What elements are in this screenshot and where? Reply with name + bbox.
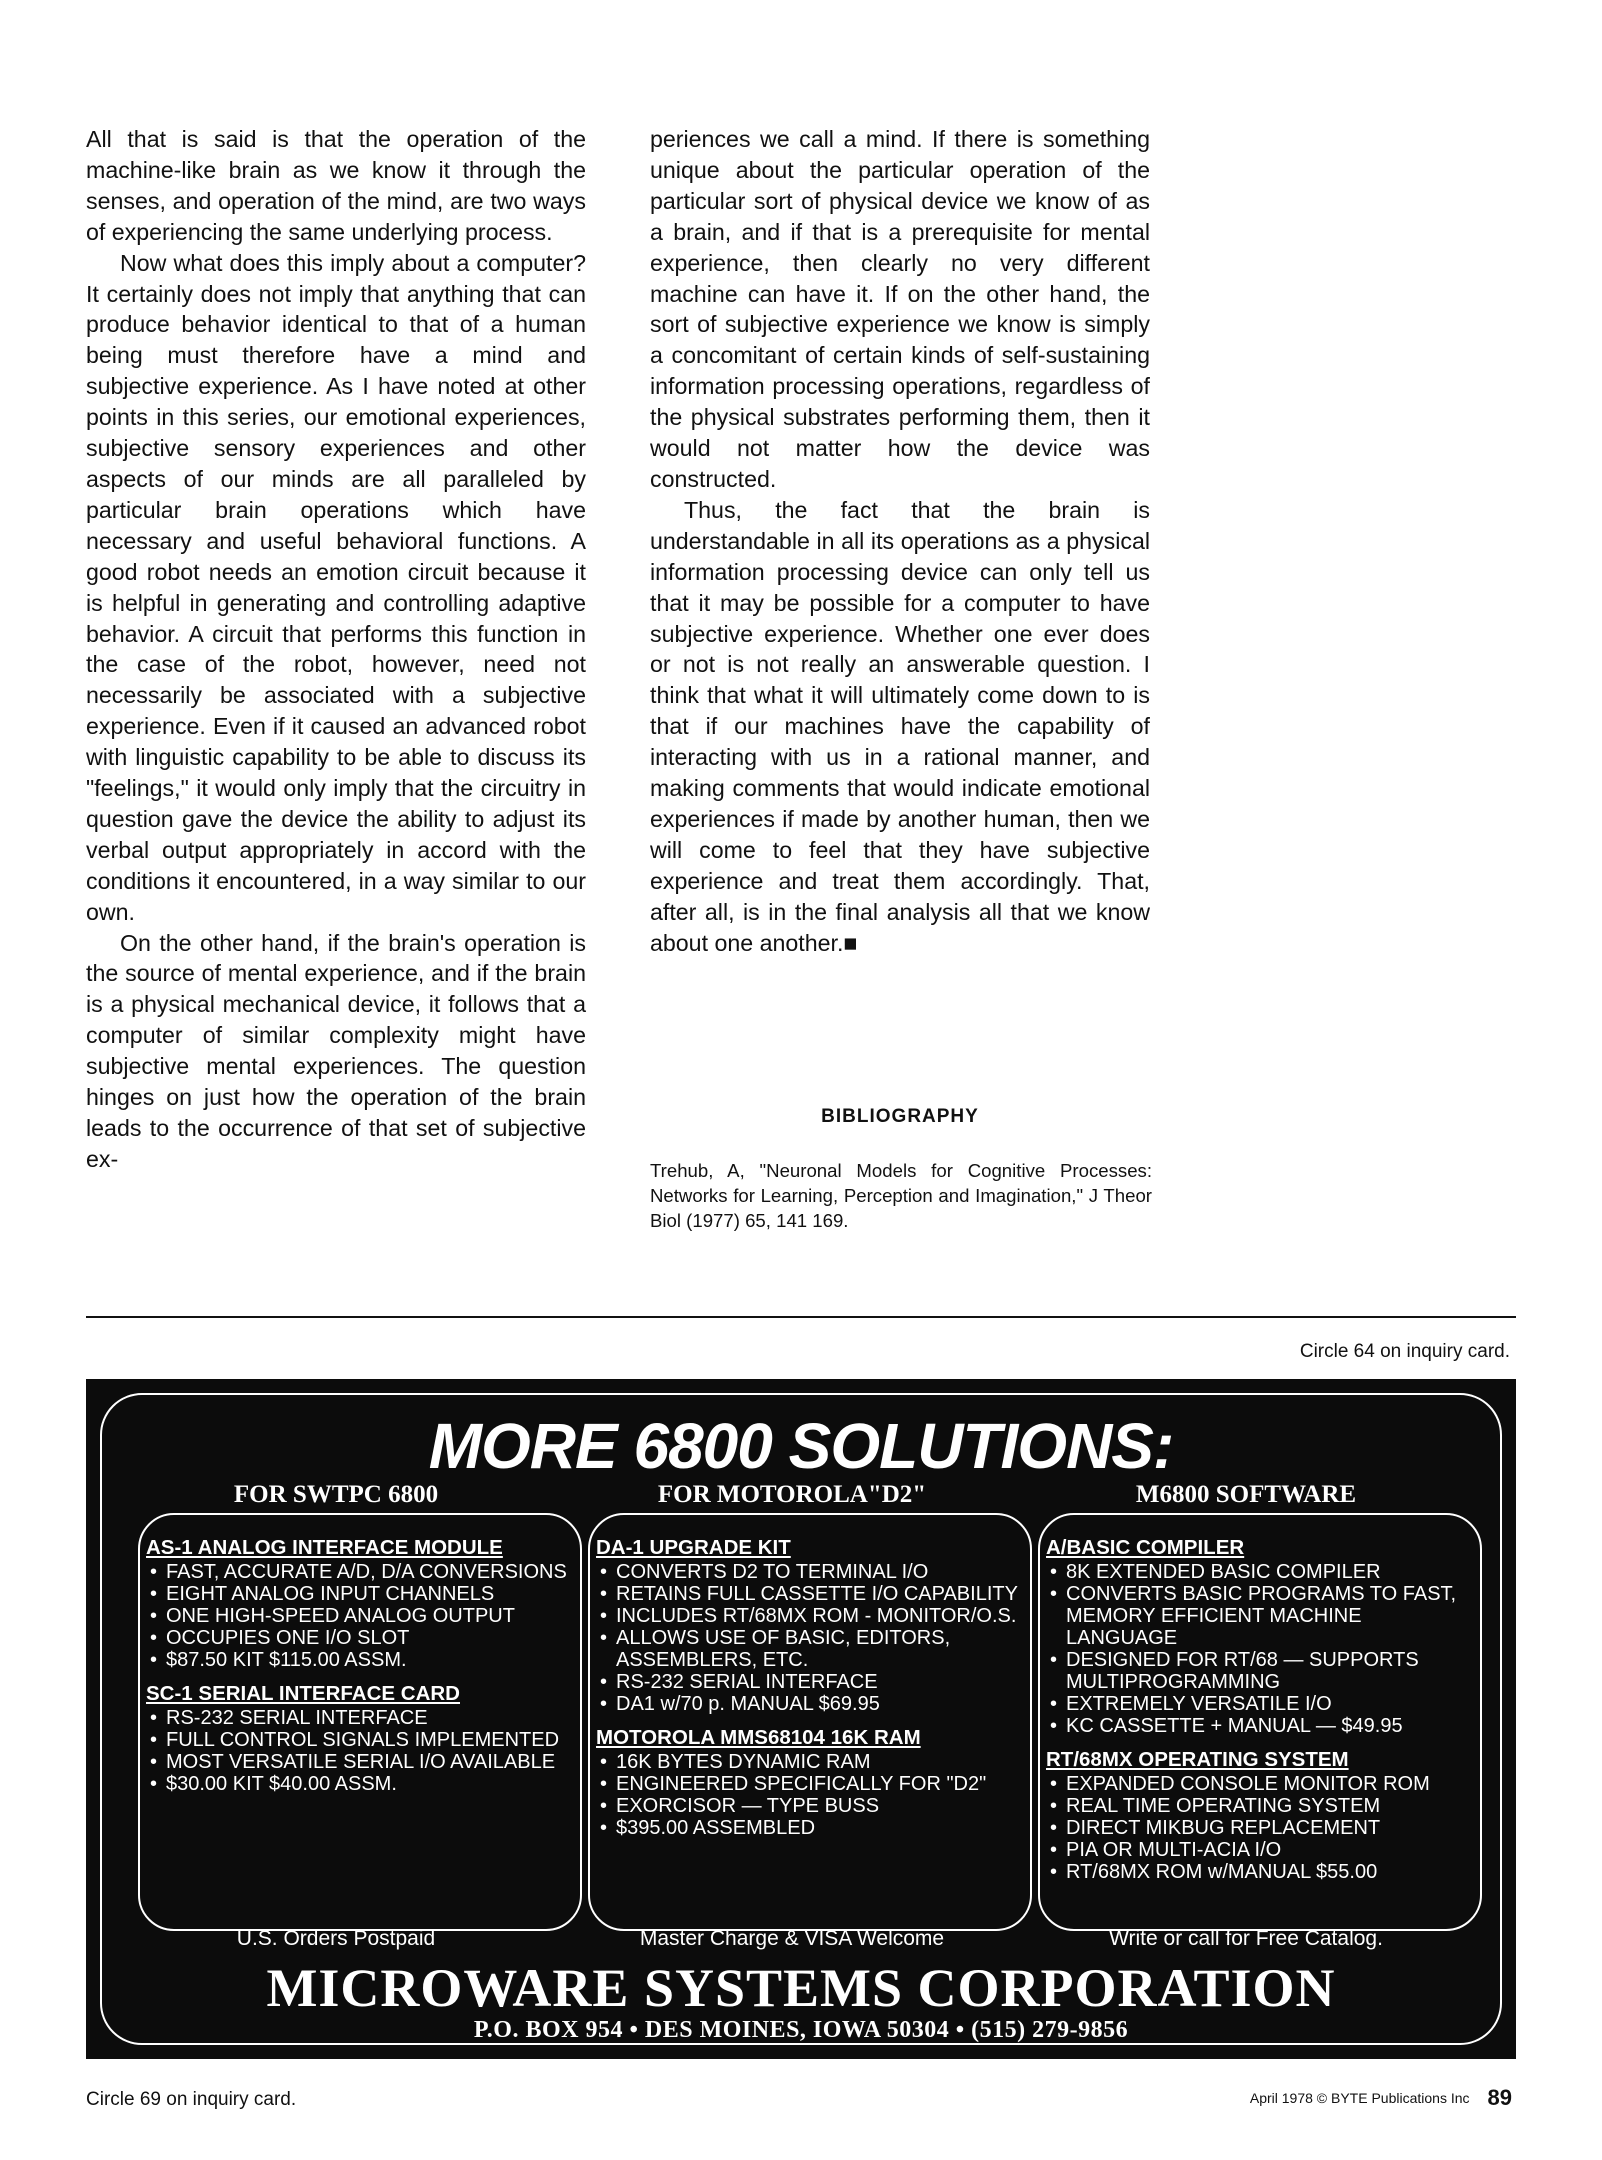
feature-text: $30.00 KIT $40.00 ASSM. (166, 1773, 397, 1795)
feature-list (1046, 1561, 1474, 1737)
feature-item (1046, 1583, 1474, 1649)
feature-text: $395.00 ASSEMBLED (616, 1817, 816, 1839)
feature-text: EIGHT ANALOG INPUT CHANNELS (166, 1583, 495, 1605)
paragraph: On the other hand, if the brain's operation is the source of mental experience, and if the brain is a physical mechanical device, it follows that a computer of similar complexity might have subjective mental experiences. The question hinges on just how the operation of the brain leads to the occurrence of that set of subjective ex- (86, 929, 586, 1172)
inquiry-card-note-bottom: Circle 69 on inquiry card. (86, 2089, 297, 2110)
feature-text: PIA OR MULTI-ACIA I/O (1066, 1839, 1282, 1861)
feature-item (596, 1605, 1024, 1627)
feature-text: EXTREMELY VERSATILE I/O (1066, 1693, 1332, 1715)
bullet-icon: • (1050, 1861, 1058, 1883)
feature-list (146, 1561, 574, 1671)
bullet-icon: • (1050, 1817, 1058, 1839)
feature-list (1046, 1773, 1474, 1883)
feature-text: DESIGNED FOR RT/68 — SUPPORTS MULTIPROGRAMMING (1066, 1649, 1419, 1693)
bullet-icon: • (1050, 1583, 1058, 1605)
product-box (138, 1513, 582, 1931)
ad-headline: MORE 6800 SOLUTIONS: (428, 1410, 1174, 1482)
bullet-icon: • (150, 1751, 158, 1773)
feature-item (146, 1729, 574, 1751)
page-footer (1250, 2085, 1512, 2111)
product-title: MOTOROLA MMS68104 16K RAM (596, 1726, 921, 1749)
ad-note: Write or call for Free Catalog. (1109, 1927, 1383, 1950)
ad-note: Master Charge & VISA Welcome (639, 1927, 945, 1950)
feature-item (1046, 1693, 1474, 1715)
feature-item (596, 1751, 1024, 1773)
feature-text: EXPANDED CONSOLE MONITOR ROM (1066, 1773, 1430, 1795)
bullet-icon: • (600, 1605, 608, 1627)
feature-item (146, 1627, 574, 1649)
product-title: SC-1 SERIAL INTERFACE CARD (146, 1682, 460, 1705)
bullet-icon: • (1050, 1649, 1058, 1671)
bullet-icon: • (1050, 1715, 1058, 1737)
feature-text: DIRECT MIKBUG REPLACEMENT (1066, 1817, 1381, 1839)
bullet-icon: • (150, 1773, 158, 1795)
company-name: MICROWARE SYSTEMS CORPORATION (266, 1958, 1336, 2018)
page-number: 89 (1487, 2085, 1512, 2110)
paragraph: All that is said is that the operation of the machine-like brain as we know it through the senses, and operation of the mind, are two ways of experiencing the same underlying process. (86, 126, 586, 245)
ad-note: U.S. Orders Postpaid (236, 1927, 436, 1950)
feature-item (146, 1751, 574, 1773)
feature-item (1046, 1795, 1474, 1817)
feature-item (596, 1817, 1024, 1839)
feature-text: MOST VERSATILE SERIAL I/O AVAILABLE (166, 1751, 556, 1773)
feature-text: 8K EXTENDED BASIC COMPILER (1066, 1561, 1381, 1583)
feature-item (146, 1649, 574, 1671)
paragraph: periences we call a mind. If there is something unique about the particular operation of the particular sort of physical device we know of as a brain, and if that is a prerequisite for mental experience, then clearly no very different machine can have it. If on the other hand, the sort of subjective experience we know is simply a concomitant of certain kinds of self-sustaining information processing operations, regardless of the physical substrates performing them, then it would not matter how the device was constructed. (650, 126, 1150, 492)
feature-text: REAL TIME OPERATING SYSTEM (1066, 1795, 1381, 1817)
feature-item (146, 1707, 574, 1729)
publication-credit: April 1978 © BYTE Publications Inc (1249, 2090, 1470, 2106)
product-title: RT/68MX OPERATING SYSTEM (1046, 1748, 1349, 1771)
bullet-icon: • (1050, 1795, 1058, 1817)
feature-item (1046, 1649, 1474, 1693)
feature-list (596, 1751, 1024, 1839)
feature-text: 16K BYTES DYNAMIC RAM (616, 1751, 871, 1773)
bullet-icon: • (1050, 1773, 1058, 1795)
feature-item (596, 1671, 1024, 1693)
bullet-icon: • (150, 1627, 158, 1649)
feature-text: OCCUPIES ONE I/O SLOT (166, 1627, 410, 1649)
feature-text: RS-232 SERIAL INTERFACE (166, 1707, 428, 1729)
product-box (1038, 1513, 1482, 1931)
feature-item (596, 1561, 1024, 1583)
article-column-left (86, 124, 586, 1175)
feature-item (146, 1561, 574, 1583)
bullet-icon: • (600, 1817, 608, 1839)
feature-item (596, 1773, 1024, 1795)
article-column-right (650, 124, 1150, 958)
divider (86, 1316, 1516, 1318)
feature-text: ONE HIGH-SPEED ANALOG OUTPUT (166, 1605, 515, 1627)
feature-item (1046, 1861, 1474, 1883)
bullet-icon: • (600, 1561, 608, 1583)
feature-text: EXORCISOR — TYPE BUSS (616, 1795, 880, 1817)
product-box (588, 1513, 1032, 1931)
feature-text: CONVERTS D2 TO TERMINAL I/O (616, 1561, 929, 1583)
bullet-icon: • (600, 1795, 608, 1817)
feature-item (1046, 1561, 1474, 1583)
feature-text: ENGINEERED SPECIFICALLY FOR "D2" (616, 1773, 987, 1795)
bullet-icon: • (150, 1605, 158, 1627)
feature-text: KC CASSETTE + MANUAL — $49.95 (1066, 1715, 1403, 1737)
bullet-icon: • (150, 1707, 158, 1729)
bullet-icon: • (600, 1583, 608, 1605)
bullet-icon: • (600, 1627, 608, 1649)
ad-column-heading: FOR SWTPC 6800 (233, 1481, 439, 1508)
feature-text: RETAINS FULL CASSETTE I/O CAPABILITY (616, 1583, 1018, 1605)
feature-item (596, 1583, 1024, 1605)
bullet-icon: • (600, 1773, 608, 1795)
bullet-icon: • (150, 1583, 158, 1605)
feature-item (1046, 1773, 1474, 1795)
bullet-icon: • (600, 1693, 608, 1715)
feature-item (1046, 1839, 1474, 1861)
bibliography-entry: Trehub, A, "Neuronal Models for Cognitive Processes: Networks for Learning, Perception and Imagination," J Theor Biol (1977) 65, 141 169. (650, 1160, 1152, 1231)
feature-item (146, 1773, 574, 1795)
bullet-icon: • (150, 1561, 158, 1583)
bullet-icon: • (600, 1671, 608, 1693)
paragraph: Now what does this imply about a computer? It certainly does not imply that anything that can produce behavior identical to that of a human being must therefore have a mind and subjective experience. As I have noted at other points in this series, our emotional experiences, subjective sensory experiences and other aspects of our minds are all paralleled by particular brain operations which have necessary and useful behavioral functions. A good robot needs an emotion circuit because it is helpful in generating and controlling adaptive behavior. A circuit that performs this function in the case of the robot, however, need not necessarily be associated with a subjective experience. Even if it caused an advanced robot with linguistic capability to be able to discuss its "feelings," it would only imply that the circuitry in question gave the device the ability to adjust its verbal output appropriately in accord with the conditions it encountered, in a way similar to our own. (86, 249, 586, 925)
feature-item (146, 1583, 574, 1605)
product-title: DA-1 UPGRADE KIT (596, 1536, 791, 1559)
bullet-icon: • (1050, 1561, 1058, 1583)
feature-item (596, 1795, 1024, 1817)
feature-text: $87.50 KIT $115.00 ASSM. (166, 1649, 407, 1671)
feature-text: FAST, ACCURATE A/D, D/A CONVERSIONS (166, 1561, 567, 1583)
bullet-icon: • (150, 1729, 158, 1751)
bullet-icon: • (150, 1649, 158, 1671)
ad-column-heading: FOR MOTOROLA"D2" (657, 1481, 927, 1508)
feature-list (146, 1707, 574, 1795)
feature-item (1046, 1715, 1474, 1737)
product-title: AS-1 ANALOG INTERFACE MODULE (146, 1536, 503, 1559)
company-address: P.O. BOX 954 • DES MOINES, IOWA 50304 • (515) 279-9856 (473, 2017, 1129, 2043)
feature-text: DA1 w/70 p. MANUAL $69.95 (616, 1693, 880, 1715)
feature-list (596, 1561, 1024, 1715)
feature-item (596, 1693, 1024, 1715)
paragraph: Thus, the fact that the brain is understandable in all its operations as a physical information processing device can only tell us that it may be possible for a computer to have subjective experience. Whether one ever does or not is not really an answerable question. I think that what it will ultimately come down to is that if our machines have the capability of interacting with us in a rational manner, and making comments that would indicate emotional experiences if made by another human, then we will come to feel that they have subjective experience and treat them accordingly. That, after all, is in the final analysis all that we know about one another.■ (650, 496, 1150, 956)
bullet-icon: • (1050, 1693, 1058, 1715)
product-title: A/BASIC COMPILER (1046, 1536, 1245, 1559)
feature-text: RT/68MX ROM w/MANUAL $55.00 (1066, 1861, 1378, 1883)
inquiry-card-note-top: Circle 64 on inquiry card. (1299, 1341, 1510, 1362)
feature-text: FULL CONTROL SIGNALS IMPLEMENTED (166, 1729, 560, 1751)
advertisement (86, 1379, 1516, 2059)
feature-item (596, 1627, 1024, 1671)
bullet-icon: • (1050, 1839, 1058, 1861)
feature-item (1046, 1817, 1474, 1839)
bullet-icon: • (600, 1751, 608, 1773)
feature-item (146, 1605, 574, 1627)
bibliography-heading: BIBLIOGRAPHY (821, 1106, 979, 1127)
ad-column-heading: M6800 SOFTWARE (1135, 1481, 1357, 1508)
feature-text: INCLUDES RT/68MX ROM - MONITOR/O.S. (616, 1605, 1017, 1627)
feature-text: ALLOWS USE OF BASIC, EDITORS, ASSEMBLERS, ETC. (616, 1627, 951, 1671)
feature-text: RS-232 SERIAL INTERFACE (616, 1671, 878, 1693)
feature-text: CONVERTS BASIC PROGRAMS TO FAST, MEMORY EFFICIENT MACHINE LANGUAGE (1066, 1583, 1457, 1649)
